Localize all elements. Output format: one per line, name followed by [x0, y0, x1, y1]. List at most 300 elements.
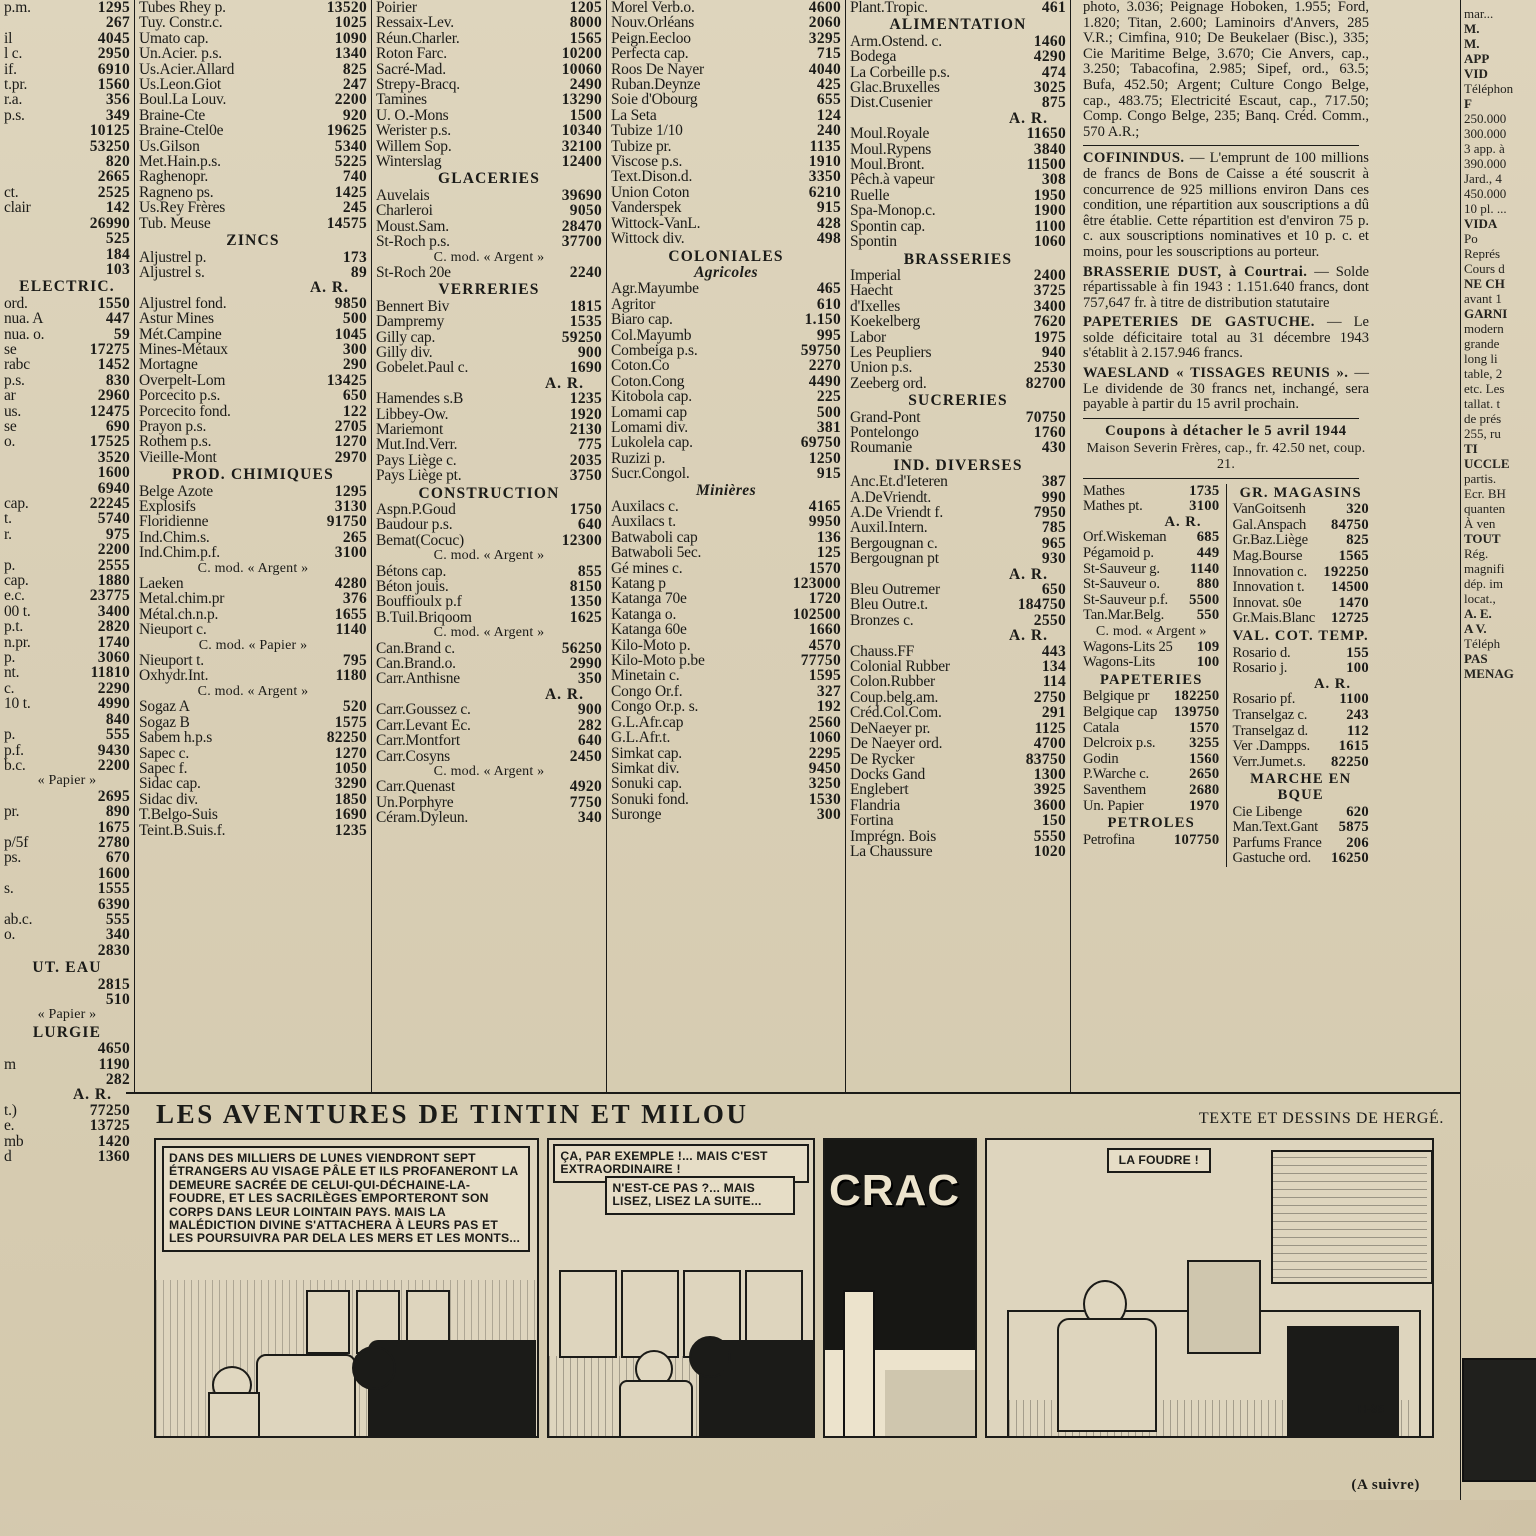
quote-name: rabc [4, 356, 30, 374]
quote-value: 282 [105, 1071, 130, 1089]
quote-row [376, 468, 602, 483]
quote-name: Delcroix p.s. [1083, 735, 1156, 752]
quote-row [139, 373, 367, 388]
quote-row [4, 108, 130, 123]
quote-row [850, 345, 1066, 360]
classified-ads-column [1460, 0, 1536, 1500]
quote-row [1083, 799, 1220, 815]
quote-value: 2490 [569, 76, 602, 94]
quote-value: 920 [342, 106, 367, 124]
quote-name: Libbey-Ow. [376, 405, 449, 423]
quote-name: Batwaboli cap [611, 528, 698, 546]
quote-note-ar: A. R. [1164, 513, 1202, 530]
quote-name: VanGoitsenh [1232, 501, 1306, 518]
quote-row [139, 108, 367, 123]
quote-value: 900 [577, 701, 602, 719]
quote-value: 16250 [1331, 850, 1369, 867]
quote-value: 1180 [335, 667, 367, 685]
quote-name: Metal.chim.pr [139, 590, 225, 608]
ad-line: MENAG [1464, 666, 1514, 681]
quote-name: Braine-Ctel0e [139, 122, 224, 140]
quote-value: 77250 [89, 1101, 130, 1119]
quote-note: C. mod. « Papier » [198, 637, 308, 653]
quote-value: 1920 [569, 405, 602, 423]
quote-row [376, 656, 602, 671]
quote-name: St-Roch p.s. [376, 233, 450, 251]
quote-row [1233, 611, 1370, 627]
quote-row [611, 561, 841, 576]
section-heading: PROD. CHIMIQUES [172, 466, 334, 484]
quote-name: Sidac cap. [139, 775, 201, 793]
quote-note: « Papier » [37, 1007, 97, 1023]
quote-row [376, 219, 602, 234]
quote-name: Un.Acier. p.s. [139, 45, 222, 63]
quote-name: Charleroi [376, 202, 433, 220]
quote-name: Bennert Biv [376, 297, 450, 315]
quote-value: 240 [816, 122, 841, 140]
quote-name: Gal.Anspach [1232, 516, 1307, 533]
quote-value: 10060 [561, 60, 602, 78]
quote-name: t. [4, 510, 12, 528]
quote-row [139, 715, 367, 730]
quote-row [376, 422, 602, 437]
ad-line: APP [1464, 51, 1490, 66]
quote-row [4, 62, 130, 77]
quote-value: 82250 [326, 729, 367, 747]
quote-note: C. mod. « Argent » [433, 763, 545, 779]
quote-name: Soie d'Obourg [611, 91, 698, 109]
section-heading: COLONIALES [668, 247, 784, 265]
quote-row [1233, 692, 1370, 708]
quote-row [850, 736, 1066, 751]
quote-name: se [4, 340, 17, 358]
quote-row [1233, 739, 1370, 755]
quote-value: 670 [105, 849, 130, 867]
quote-row [611, 622, 841, 637]
quote-row [376, 517, 602, 532]
quote-name: ar [4, 387, 16, 405]
quote-value: 1295 [97, 0, 130, 16]
quote-row [4, 727, 130, 742]
quote-name: p. [4, 726, 16, 744]
comic-panels [154, 1138, 1434, 1438]
quote-name: St-Sauveur o. [1083, 576, 1160, 593]
quote-value: 22245 [89, 495, 130, 512]
quote-name: Wittock-VanL. [611, 214, 701, 232]
quote-name: Coton.Co [611, 357, 670, 375]
quote-value: 2970 [334, 448, 367, 466]
quote-value: 1750 [569, 501, 602, 518]
quote-row [4, 789, 130, 804]
quote-name: Tan.Mar.Belg. [1083, 607, 1165, 624]
quote-name: St-Roch 20e [376, 263, 451, 281]
quote-row [4, 943, 130, 958]
quote-name: Sonuki cap. [611, 775, 682, 793]
quote-name: Réun.Charler. [376, 29, 460, 47]
quote-row [139, 653, 367, 668]
quote-value: 825 [1346, 532, 1369, 549]
quote-name: Baudour p.s. [376, 516, 453, 534]
quote-row [139, 139, 367, 154]
quote-row [139, 530, 367, 545]
quote-name: Aljustrel fond. [139, 294, 227, 312]
quote-value: 225 [816, 388, 841, 406]
quote-row [139, 77, 367, 92]
quote-name: p.t. [4, 618, 24, 636]
quote-value: 990 [1041, 488, 1066, 506]
quote-row [850, 80, 1066, 95]
section-heading: IND. DIVERSES [893, 456, 1023, 474]
quote-row [611, 807, 841, 822]
quote-row [611, 108, 841, 123]
news-article [1083, 315, 1369, 362]
quote-row [139, 265, 367, 280]
news-articles [1083, 151, 1369, 413]
quote-row [1083, 655, 1220, 671]
quote-row [850, 95, 1066, 110]
quote-name: Un.Porphyre [376, 793, 454, 811]
quote-value: 2950 [97, 45, 130, 63]
quote-value: 7750 [569, 793, 602, 811]
quote-value: 192250 [1323, 563, 1369, 580]
quote-row [139, 123, 367, 138]
quote-row [611, 668, 841, 683]
quote-row [376, 795, 602, 810]
quote-value: 2035 [569, 451, 602, 469]
quote-value: 1270 [334, 433, 367, 451]
quote-row [611, 405, 841, 420]
quote-value: 3025 [1033, 79, 1066, 97]
quote-name: Bleu Outre.t. [850, 596, 928, 614]
quote-row [4, 357, 130, 372]
quote-row [611, 216, 841, 231]
quote-value: 1560 [1189, 750, 1220, 767]
quote-row [376, 108, 602, 123]
quote-row [850, 520, 1066, 535]
quote-name: o. [4, 433, 16, 451]
quote-row [850, 203, 1066, 218]
quote-value: 1140 [1189, 560, 1220, 577]
quote-name: Auxilacs t. [611, 513, 676, 531]
quote-row [139, 15, 367, 30]
quote-value: 124 [816, 106, 841, 124]
quote-value: 855 [577, 562, 602, 580]
quote-row [1233, 565, 1370, 581]
quote-row [611, 792, 841, 807]
ad-line: mar... [1464, 6, 1494, 21]
quote-value: 69750 [800, 434, 841, 452]
quote-row [376, 594, 602, 609]
quote-row [139, 388, 367, 403]
quote-value: 2200 [97, 541, 130, 559]
quote-column-3 [606, 0, 845, 1092]
quote-value: 11650 [1026, 125, 1066, 143]
quote-name: ord. [4, 294, 28, 312]
quote-value: 1060 [1033, 233, 1066, 251]
quote-value: 150 [1041, 812, 1066, 830]
quote-name: Peign.Eecloo [611, 29, 691, 47]
quote-name: Explosifs [139, 498, 196, 515]
ad-line: modern [1464, 321, 1504, 336]
quote-row [611, 499, 841, 514]
quote-name: Transelgaz c. [1232, 706, 1308, 723]
quote-row [4, 419, 130, 434]
quote-value: 1950 [1033, 186, 1066, 204]
quote-row [139, 730, 367, 745]
quote-row [139, 92, 367, 107]
quote-name: Spontin [850, 233, 897, 251]
quote-column-1 [134, 0, 371, 1092]
quote-column-0 [0, 0, 134, 1166]
ad-line: Représ [1464, 246, 1501, 261]
quote-name: Mét.Campine [139, 325, 222, 343]
quote-row [1083, 530, 1220, 546]
quote-row [139, 434, 367, 449]
ad-line: Jard., 4 [1464, 171, 1502, 186]
quote-name: Innovat. s0e [1232, 594, 1302, 611]
quote-value: 1570 [1189, 719, 1220, 736]
divider [1083, 478, 1359, 479]
quote-value: 9050 [569, 202, 602, 220]
quote-row [376, 360, 602, 375]
quote-name: Us.Acier.Allard [139, 60, 235, 78]
coupons-line: Maison Severin Frères, cap., fr. 42.50 net, coup. 21. [1086, 441, 1366, 473]
quote-value: 2705 [334, 417, 367, 435]
quote-row [1083, 736, 1220, 752]
quote-value: 3100 [334, 544, 367, 562]
quote-name: e.c. [4, 587, 25, 605]
quote-value: 59250 [561, 328, 602, 346]
quote-row [376, 453, 602, 468]
quote-value: 3290 [334, 775, 367, 793]
quote-name: Gastuche ord. [1232, 850, 1311, 867]
ad-line: etc. Les [1464, 381, 1505, 396]
news-column [1070, 0, 1379, 1092]
quote-note: C. mod. « Argent » [433, 249, 545, 265]
quote-name: Met.Hain.p.s. [139, 153, 221, 171]
quote-row [611, 389, 841, 404]
quote-row [376, 330, 602, 345]
quote-row [611, 607, 841, 622]
quote-row [611, 231, 841, 246]
quote-name: Sacré-Mad. [376, 60, 446, 78]
quote-value: 428 [816, 214, 841, 232]
quote-value: 1235 [334, 821, 367, 839]
quote-row [139, 342, 367, 357]
quote-note-ar: A. R. [544, 685, 584, 703]
quote-subcolumn-left [1083, 484, 1226, 867]
quote-value: 340 [105, 926, 130, 944]
quote-value: 70750 [1025, 408, 1066, 426]
quote-value: 100 [1196, 654, 1220, 671]
quote-name: A.De Vriendt f. [850, 504, 944, 521]
quote-name: nua. o. [4, 325, 45, 343]
quote-row [611, 328, 841, 343]
quote-row [139, 622, 367, 637]
comic-panel-3 [823, 1138, 977, 1438]
quote-row [611, 343, 841, 358]
quote-value: 102500 [792, 605, 841, 623]
comic-footer: (A suivre) [1351, 1477, 1420, 1493]
quote-value: 430 [1041, 439, 1066, 457]
quote-row [850, 219, 1066, 234]
ad-line: NE CH [1464, 276, 1505, 291]
quote-name: Imprégn. Bois [850, 827, 937, 845]
quote-name: us. [4, 402, 22, 420]
quote-row [850, 142, 1066, 157]
quote-row [850, 659, 1066, 674]
quote-value: 1850 [334, 790, 367, 808]
quote-value: 1675 [97, 818, 130, 836]
quote-name: p.s. [4, 371, 25, 389]
quote-value: 1570 [808, 559, 841, 577]
quote-value: 9450 [808, 759, 841, 777]
ad-line: Po [1464, 231, 1478, 246]
ad-line: locat., [1464, 591, 1496, 606]
quote-row [4, 866, 130, 881]
quote-row [850, 299, 1066, 314]
quote-name: Belgique cap [1083, 703, 1158, 720]
quote-name: Tubize pr. [611, 137, 672, 155]
quote-value: 13725 [89, 1117, 130, 1135]
quote-row [1083, 783, 1220, 799]
quote-name: Dist.Cusenier [850, 94, 933, 112]
quote-value: 142 [105, 199, 130, 217]
quote-row [850, 330, 1066, 345]
quote-row [139, 514, 367, 529]
quote-value: 510 [105, 991, 130, 1008]
quote-name: Auxil.Intern. [850, 519, 928, 537]
quote-name: Labor [850, 328, 887, 346]
quote-row [376, 391, 602, 406]
quote-name: Imperial [850, 266, 901, 284]
quote-name: e. [4, 1117, 15, 1135]
ad-line: UCCLE [1464, 456, 1510, 471]
quote-row [850, 613, 1066, 628]
quote-row [376, 15, 602, 30]
comic-signature: H-95 [1358, 1402, 1385, 1416]
quote-name: Tuy. Constr.c. [139, 14, 223, 32]
quote-name: Agr.Mayumbe [611, 280, 699, 298]
quote-name: Pêch.à vapeur [850, 171, 935, 189]
quote-value: 6910 [97, 60, 130, 78]
quote-row [1233, 518, 1370, 534]
quote-value: 620 [1346, 803, 1369, 820]
quote-name: Sucr.Congol. [611, 465, 690, 483]
quote-row [850, 126, 1066, 141]
quote-name: Vanderspek [611, 199, 682, 217]
quote-value: 5550 [1033, 827, 1066, 845]
quote-row [611, 154, 841, 169]
quote-name: Mathes pt. [1083, 498, 1143, 515]
quote-row [4, 404, 130, 419]
quote-value: 107750 [1173, 831, 1220, 848]
quote-name: Verr.Jumet.s. [1232, 753, 1306, 770]
quote-row [4, 1149, 130, 1164]
quote-value: 4040 [808, 60, 841, 78]
quote-name: Ruzizi p. [611, 449, 666, 467]
quote-value: 39690 [561, 186, 602, 204]
comic-bubble-2: N'EST-CE PAS ?... MAIS LISEZ, LISEZ LA SUITE... [605, 1176, 795, 1215]
quote-value: 3750 [569, 467, 602, 485]
comic-panel-1 [154, 1138, 539, 1438]
quote-note: C. mod. « Argent » [1095, 623, 1207, 639]
quote-row [4, 992, 130, 1007]
quote-name: Gilly cap. [376, 328, 436, 346]
quote-row [850, 551, 1066, 566]
quote-value: 443 [1041, 642, 1066, 660]
quote-name: St-Sauveur g. [1083, 560, 1160, 577]
quote-name: Porcecito p.s. [139, 387, 221, 405]
quote-value: 282 [577, 716, 602, 734]
quote-value: 7620 [1033, 313, 1066, 331]
ad-line: partis. [1464, 471, 1497, 486]
quote-row [1083, 721, 1220, 737]
quote-name: Bronzes c. [850, 611, 914, 629]
quote-value: 103 [105, 260, 130, 278]
quote-value: 4290 [1033, 48, 1066, 66]
quote-note: C. mod. « Argent » [197, 560, 309, 576]
quote-value: 550 [1196, 607, 1220, 624]
quote-name: Wagons-Lits 25 [1083, 638, 1173, 655]
quote-value: 1555 [97, 880, 130, 898]
quote-row [850, 829, 1066, 844]
quote-value: 2525 [97, 183, 130, 201]
quote-value: 12475 [89, 402, 130, 420]
quote-value: 449 [1196, 545, 1220, 561]
quote-name: Hamendes s.B [376, 390, 464, 408]
comic-panel-2 [547, 1138, 815, 1438]
quote-row [139, 699, 367, 714]
quote-value: 134 [1041, 658, 1066, 676]
quote-name: Pays Liège c. [376, 451, 457, 469]
quote-name: p. [4, 556, 16, 574]
quote-row [611, 420, 841, 435]
section-heading: LURGIE [32, 1023, 102, 1041]
quote-name: Docks Gand [850, 765, 926, 783]
quote-value: 5875 [1338, 819, 1369, 836]
quote-row [4, 465, 130, 480]
quote-row [376, 77, 602, 92]
quote-note-ar: A. R. [544, 374, 584, 392]
quote-row [850, 490, 1066, 505]
quote-name: Bergougnan c. [850, 534, 938, 552]
quote-name: Sapec f. [139, 759, 188, 777]
quote-row [139, 607, 367, 622]
quote-value: 2240 [569, 263, 602, 281]
quote-row [611, 0, 841, 15]
quote-value: 14575 [326, 214, 367, 232]
quote-row [139, 807, 367, 822]
quote-name: Spa-Monop.c. [850, 202, 936, 220]
quote-row [850, 188, 1066, 203]
quote-value: 13520 [326, 0, 367, 16]
quote-row [139, 46, 367, 61]
quote-name: Métal.ch.n.p. [139, 605, 219, 623]
ad-line: quanten [1464, 501, 1506, 516]
quote-value: 1100 [1034, 217, 1066, 235]
quote-name: Saventhem [1083, 781, 1147, 798]
quote-row [376, 234, 602, 249]
quote-row [611, 638, 841, 653]
quote-name: Tub. Meuse [139, 214, 211, 232]
quote-value: 267 [105, 14, 130, 32]
quote-row [1083, 767, 1220, 783]
quote-row [850, 157, 1066, 172]
quote-value: 6940 [97, 479, 130, 497]
quote-value: 2060 [808, 14, 841, 32]
quote-name: Coup.belg.am. [850, 688, 939, 706]
